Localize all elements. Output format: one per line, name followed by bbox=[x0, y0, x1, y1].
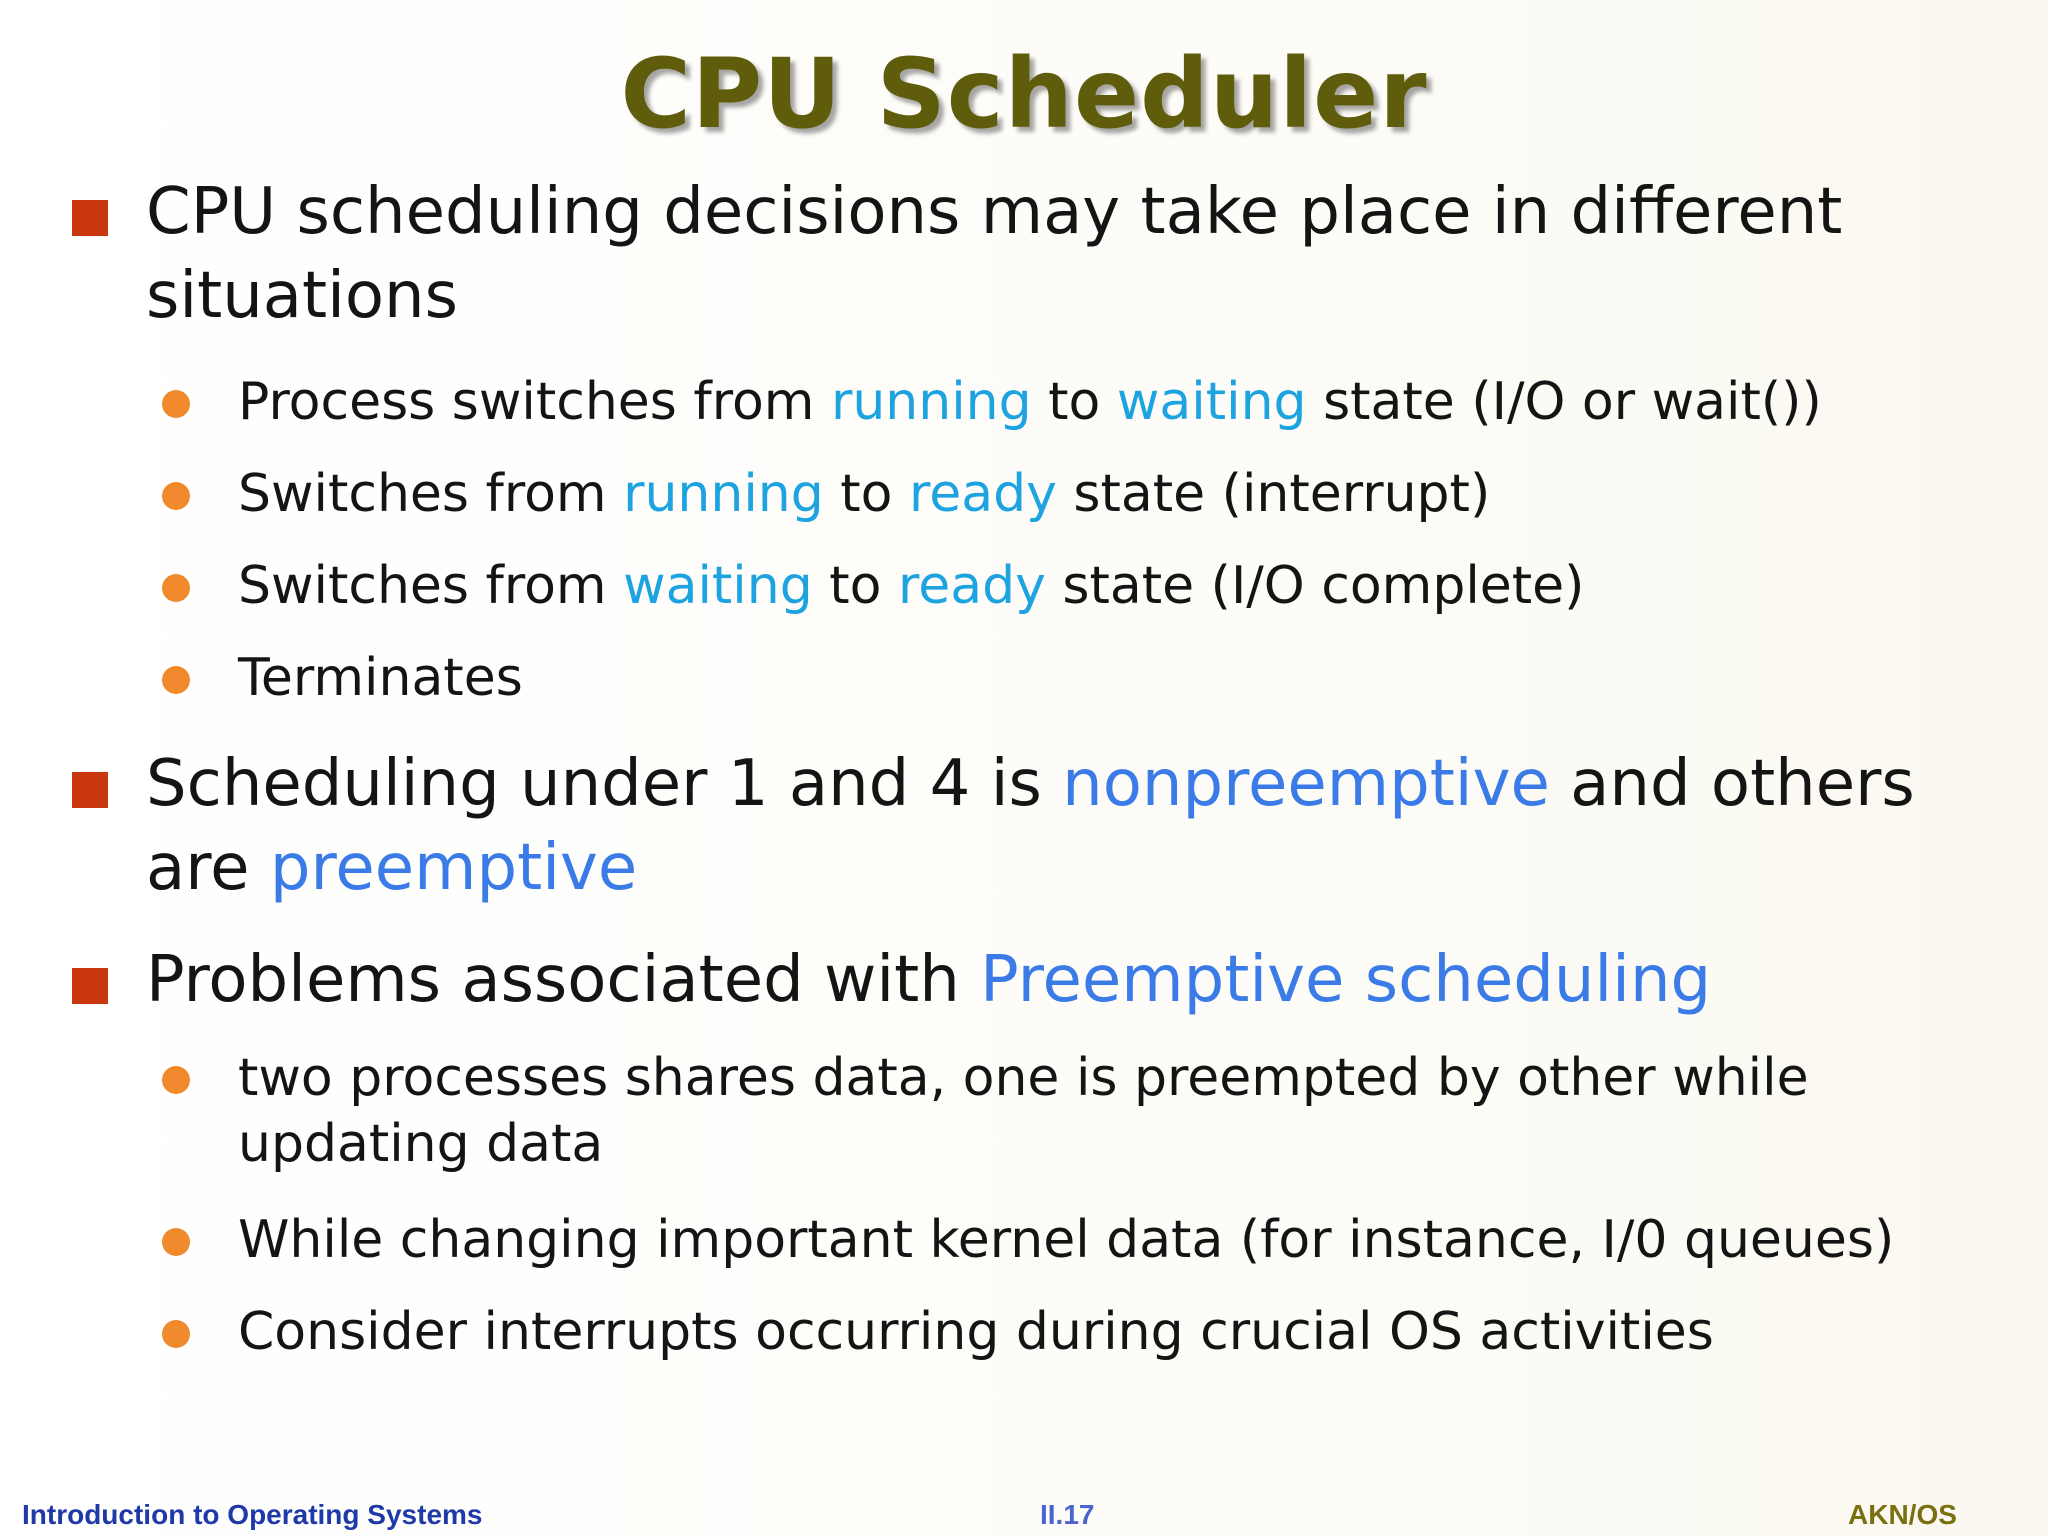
text-segment: to bbox=[1031, 372, 1117, 432]
sub-bullet-text: Terminates bbox=[238, 648, 523, 708]
bullet-1-line-2: situations bbox=[146, 259, 458, 333]
square-bullet-icon bbox=[72, 200, 108, 236]
sub-bullet-text: updating data bbox=[238, 1114, 604, 1174]
bullet-3-line-1 bbox=[146, 938, 2028, 1022]
square-bullet-icon bbox=[72, 968, 108, 1004]
round-bullet-icon bbox=[162, 574, 190, 602]
sub-bullet-text: two processes shares data, one is preempted by other while bbox=[238, 1048, 1809, 1108]
text-segment: Process switches from bbox=[238, 372, 831, 432]
state-ready: ready bbox=[898, 556, 1046, 616]
text-segment: to bbox=[812, 556, 898, 616]
bullet-1-line-1: CPU scheduling decisions may take place in different bbox=[146, 175, 1843, 249]
text-segment: to bbox=[823, 464, 910, 524]
sub-bullet-text bbox=[238, 460, 2028, 528]
term-nonpreemptive: nonpreemptive bbox=[1062, 747, 1550, 821]
term-preemptive-scheduling: Preemptive scheduling bbox=[980, 943, 1712, 1017]
text-segment: are bbox=[146, 831, 270, 905]
text-segment: Scheduling under 1 and 4 is bbox=[146, 747, 1063, 821]
state-waiting: waiting bbox=[1116, 372, 1307, 432]
sub-bullet-text: While changing important kernel data (for instance, I/0 queues) bbox=[238, 1210, 1895, 1270]
text-segment: state (interrupt) bbox=[1056, 464, 1491, 524]
round-bullet-icon bbox=[162, 1066, 190, 1094]
bullet-2-line-1 bbox=[146, 742, 2028, 826]
text-segment: state (I/O or wait()) bbox=[1306, 372, 1822, 432]
sub-bullet-text bbox=[238, 552, 2028, 620]
text-segment: Switches from bbox=[238, 556, 624, 616]
round-bullet-icon bbox=[162, 1320, 190, 1348]
footer-author: AKN/OS bbox=[1848, 1499, 1957, 1530]
text-segment: and others bbox=[1549, 747, 1915, 821]
slide-title: CPU Scheduler bbox=[620, 38, 1428, 150]
text-segment: state (I/O complete) bbox=[1045, 556, 1585, 616]
round-bullet-icon bbox=[162, 390, 190, 418]
round-bullet-icon bbox=[162, 666, 190, 694]
text-segment: Problems associated with bbox=[146, 943, 981, 1017]
text-segment: Switches from bbox=[238, 464, 624, 524]
term-preemptive: preemptive bbox=[269, 831, 638, 905]
state-running: running bbox=[830, 372, 1032, 432]
footer-page-number: II.17 bbox=[1040, 1499, 1095, 1530]
sub-bullet-text: Consider interrupts occurring during crucial OS activities bbox=[238, 1302, 1714, 1362]
round-bullet-icon bbox=[162, 482, 190, 510]
footer-course-title: Introduction to Operating Systems bbox=[22, 1499, 483, 1530]
sub-bullet-text bbox=[238, 368, 2028, 436]
bullet-2-line-2 bbox=[146, 826, 2028, 910]
state-running: running bbox=[623, 464, 824, 524]
round-bullet-icon bbox=[162, 1228, 190, 1256]
state-waiting: waiting bbox=[623, 556, 813, 616]
square-bullet-icon bbox=[72, 772, 108, 808]
state-ready: ready bbox=[909, 464, 1057, 524]
